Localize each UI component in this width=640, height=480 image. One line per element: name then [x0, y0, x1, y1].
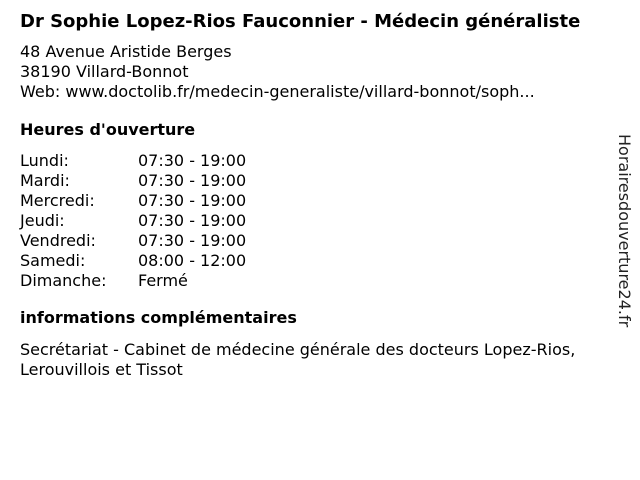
listing-card [20, 11, 610, 380]
time-value: Fermé [138, 271, 188, 290]
hours-row-saturday [20, 251, 610, 271]
day-label: Jeudi: [20, 211, 65, 230]
time-value: 07:30 - 19:00 [138, 231, 247, 250]
time-value: 08:00 - 12:00 [138, 251, 247, 270]
hours-row-tuesday [20, 171, 610, 191]
hours-row-friday [20, 231, 610, 251]
additional-info-text: Secrétariat - Cabinet de médecine générale des docteurs Lopez-Rios, Lerouvillois et Tissot [20, 340, 576, 379]
time-value: 07:30 - 19:00 [138, 151, 247, 170]
time-value: 07:30 - 19:00 [138, 171, 247, 190]
day-label: Mardi: [20, 171, 70, 190]
day-label: Mercredi: [20, 191, 95, 210]
day-label: Vendredi: [20, 231, 96, 250]
site-watermark: Horairesdouverture24.fr [615, 134, 634, 328]
website-link[interactable]: Web: www.doctolib.fr/medecin-generaliste/villard-bonnot/soph... [20, 82, 535, 101]
time-value: 07:30 - 19:00 [138, 211, 247, 230]
day-label: Dimanche: [20, 271, 107, 290]
doctor-name-title: Dr Sophie Lopez-Rios Fauconnier - Médecin généraliste [20, 11, 581, 32]
street-address: 48 Avenue Aristide Berges [20, 42, 232, 61]
address-block [20, 42, 610, 102]
day-label: Samedi: [20, 251, 86, 270]
hours-row-wednesday [20, 191, 610, 211]
additional-info-heading: informations complémentaires [20, 308, 297, 327]
city-postal: 38190 Villard-Bonnot [20, 62, 189, 81]
hours-row-thursday [20, 211, 610, 231]
hours-row-monday [20, 151, 610, 171]
opening-hours-table [20, 151, 610, 291]
time-value: 07:30 - 19:00 [138, 191, 247, 210]
day-label: Lundi: [20, 151, 69, 170]
opening-hours-heading: Heures d'ouverture [20, 120, 196, 139]
hours-row-sunday [20, 271, 610, 291]
